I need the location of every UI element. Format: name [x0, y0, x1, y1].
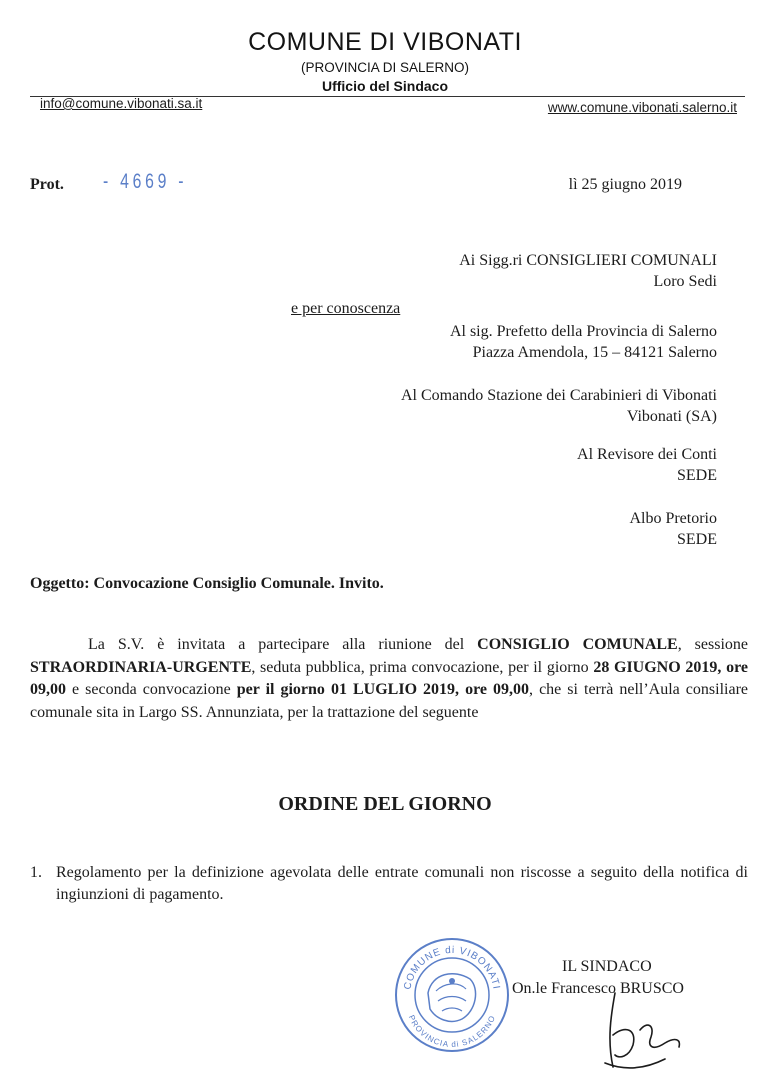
email-link[interactable]: info@comune.vibonati.sa.it: [40, 96, 203, 111]
subject-text: : Convocazione Consiglio Comunale. Invito.: [84, 575, 384, 592]
recipient-line: SEDE: [677, 467, 717, 484]
subject-label: Oggetto: [30, 575, 85, 592]
recipient-prefetto: [450, 321, 717, 363]
recipient-line: SEDE: [677, 531, 717, 548]
body-bold: STRAORDINARIA-URGENTE: [30, 658, 252, 676]
body-text: , seduta pubblica, prima convocazione, per il giorno: [251, 658, 594, 676]
recipient-line: Albo Pretorio: [629, 510, 717, 527]
seal-text-top: COMUNE di VIBONATI: [402, 944, 502, 991]
body-text: , che si terrà nell’Aula consiliare comunale sita in Largo SS. Annunziata, per la trattazione del seguente: [30, 681, 748, 721]
body-text: , sessione: [677, 636, 749, 653]
body-bold: CONSIGLIO COMUNALE: [477, 636, 678, 653]
protocol-number-stamp: - 4669 -: [103, 170, 188, 193]
agenda-item-text: Regolamento per la definizione agevolata delle entrate comunali non riscosse a seguito della notifica di ingiunzioni di pagamento.: [56, 864, 748, 903]
subject-line: [30, 575, 384, 593]
recipient-line: Al Comando Stazione dei Carabinieri di Vibonati: [400, 387, 717, 404]
recipient-revisore: [577, 444, 717, 486]
municipal-seal: [392, 935, 512, 1055]
recipient-line: Piazza Amendola, 15 – 84121 Salerno: [472, 344, 717, 361]
recipient-line: Loro Sedi: [653, 273, 717, 290]
recipient-line: Al Revisore dei Conti: [577, 446, 717, 463]
handwritten-signature: [585, 985, 705, 1075]
agenda-item-number: 1.: [30, 864, 42, 881]
agenda-item: [30, 862, 748, 906]
municipality-title: COMUNE DI VIBONATI: [248, 28, 522, 56]
recipient-line: Al sig. Prefetto della Provincia di Salerno: [449, 323, 717, 340]
body-text: La S.V. è invitata a partecipare alla riunione del: [88, 636, 478, 653]
protocol-label: Prot.: [30, 176, 64, 193]
website-link[interactable]: www.comune.vibonati.salerno.it: [547, 100, 737, 115]
recipient-line: Vibonati (SA): [626, 408, 717, 425]
recipient-line: Ai Sigg.ri CONSIGLIERI COMUNALI: [459, 252, 717, 269]
province-subtitle: (PROVINCIA DI SALERNO): [300, 60, 470, 75]
body-text: e seconda convocazione: [66, 681, 237, 698]
mayor-title: IL SINDACO: [562, 958, 652, 975]
recipient-carabinieri: [401, 385, 717, 427]
mayor-name: On.le Francesco BRUSCO: [512, 980, 684, 997]
invitation-paragraph: [30, 634, 748, 724]
recipient-consiglieri: [459, 250, 717, 292]
office-name: Ufficio del Sindaco: [321, 78, 448, 94]
body-bold: 28 GIUGNO 2019, ore 09,00: [30, 658, 748, 698]
cc-label: e per conoscenza: [291, 300, 401, 317]
seal-text-bottom: PROVINCIA di SALERNO: [406, 1013, 498, 1050]
body-bold: per il giorno 01 LUGLIO 2019, ore 09,00: [236, 681, 530, 698]
recipient-albo: [629, 508, 717, 550]
letter-date: lì 25 giugno 2019: [568, 176, 682, 193]
agenda-heading: ORDINE DEL GIORNO: [278, 793, 492, 815]
